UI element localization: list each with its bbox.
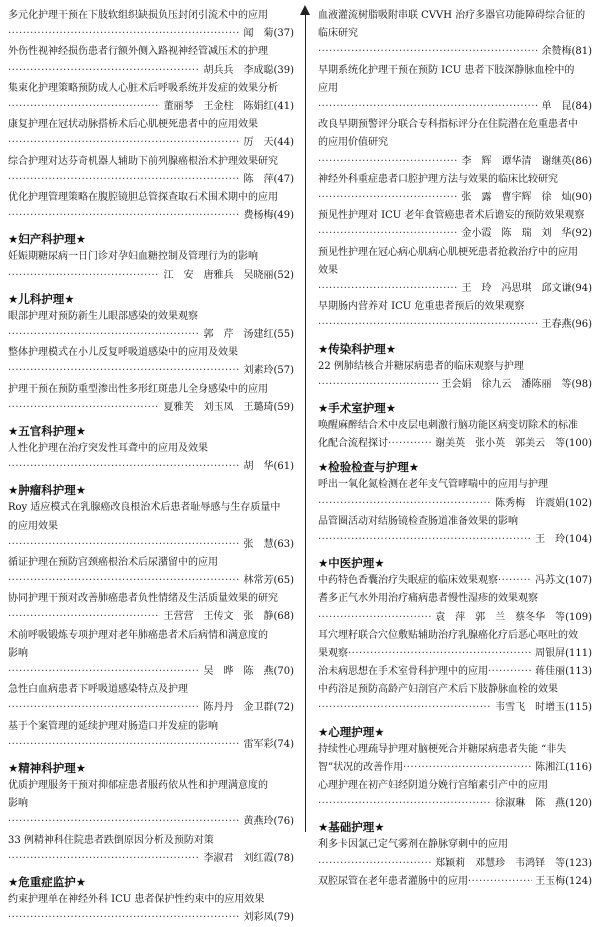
toc-entry-title: 应用 (318, 82, 338, 94)
toc-entry-meta-row (318, 645, 592, 663)
toc-entry-title: 外伤性视神经损伤患者行额外侧入路视神经管减压术的护理 (8, 46, 268, 58)
toc-entry-page-number: (124) (565, 875, 592, 887)
toc-entry-page-number: (92) (571, 228, 592, 240)
toc-entry-authors: 王 玲 冯思琪 邱文谦 (461, 282, 572, 294)
dot-leader (8, 326, 200, 344)
toc-entry-title: 循证护理在预防宫颈癌根治术后尿潴留中的应用 (8, 556, 218, 568)
toc-entry-title: 的应用价值研究 (318, 137, 388, 149)
toc-entry-authors: 胡兵兵 李成聪 (203, 64, 274, 76)
toc-entry[interactable] (8, 381, 294, 417)
toc-entry-title: 利多卡因氯己定气雾剂在静脉穿刺中的应用 (318, 839, 508, 851)
section-heading: ★五官科护理★ (8, 423, 87, 438)
toc-entry-page-number: (65) (273, 575, 294, 587)
dot-leader (8, 207, 240, 225)
toc-entry-meta-row (8, 608, 294, 626)
toc-entry-title: 智”状况的改善作用 (318, 761, 404, 773)
toc-entry-authors: 王会娟 徐九云 潘陈丽 等 (441, 378, 572, 390)
toc-entry[interactable] (318, 741, 592, 777)
toc-entry-meta-row (8, 736, 294, 754)
dot-leader (318, 609, 432, 627)
toc-entry-meta-row (318, 699, 592, 717)
toc-entry-meta-row (318, 759, 592, 777)
toc-entry[interactable] (8, 832, 294, 868)
toc-entry-meta-row (318, 795, 592, 813)
toc-entry-title: 临床研究 (318, 28, 358, 40)
toc-entry-meta-row (318, 663, 592, 681)
toc-entry-meta-row (318, 873, 592, 891)
toc-entry-page-number: (63) (273, 538, 294, 550)
toc-entry[interactable] (8, 440, 294, 476)
dot-leader (318, 855, 432, 873)
toc-entry[interactable] (8, 43, 294, 79)
dot-leader (318, 376, 438, 394)
toc-entry[interactable] (8, 590, 294, 626)
toc-entry-title: 早期系统化护理干预在预防 ICU 患者下肢深静脉血栓中的 (318, 64, 575, 76)
toc-entry[interactable] (318, 171, 592, 207)
toc-entry-title: 预见性护理对 ICU 老年食管癌患者术后谵妄的预防效果观察 (318, 210, 585, 222)
dot-leader (403, 759, 532, 777)
toc-entry-meta-row (318, 316, 592, 334)
toc-entry-page-number: (72) (273, 702, 294, 714)
toc-entry-meta-row (318, 495, 592, 513)
toc-entry-authors: 郭 芹 汤建红 (203, 328, 274, 340)
toc-entry[interactable] (8, 499, 294, 554)
toc-entry[interactable] (318, 7, 592, 62)
toc-entry-meta-row (8, 207, 294, 225)
toc-entry-meta-row (8, 25, 294, 43)
toc-entry-title: 化配合流程探讨 (318, 438, 388, 450)
toc-entry[interactable] (318, 417, 592, 453)
toc-entry-title: 妊娠期糖尿病一日门诊对孕妇血糖控制及管理行为的影响 (8, 251, 258, 263)
dot-leader (8, 98, 160, 116)
toc-entry-title: 22 例肺结核合并糖尿病患者的临床观察与护理 (318, 360, 524, 372)
toc-entry-page-number: (109) (565, 611, 592, 623)
toc-entry-meta-row (8, 536, 294, 554)
section-heading: ★妇产科护理★ (8, 232, 87, 247)
toc-entry-authors: 夏雅芙 刘玉凤 王璐琦 (163, 401, 274, 413)
toc-entry-meta-row (8, 572, 294, 590)
toc-entry-page-number: (90) (571, 191, 592, 203)
toc-entry-page-number: (49) (273, 210, 294, 222)
toc-entry[interactable] (318, 116, 592, 171)
toc-entry-authors: 韦雪飞 时增玉 (495, 702, 566, 714)
toc-entry-authors: 雷军彩 (243, 738, 274, 750)
toc-entry-title: 效果 (318, 264, 338, 276)
toc-entry-authors: 江 安 唐雅兵 吴晓丽 (163, 269, 274, 281)
toc-entry[interactable] (318, 298, 592, 334)
toc-entry[interactable] (318, 663, 592, 681)
toc-entry-title: 耆多正气水外用治疗痛病患者慢性湿疹的效果观察 (318, 593, 538, 605)
section-heading: ★心理护理★ (318, 724, 385, 739)
toc-entry-meta-row (318, 225, 592, 243)
toc-entry-title: 品管圈活动对结肠镜检查肠道准备效果的影响 (318, 515, 518, 527)
toc-entry-authors: 王营营 王传文 张 静 (163, 611, 274, 623)
toc-entry-authors: 陈丹丹 金卫群 (203, 702, 274, 714)
toc-entry-title: 血液灌流树脂吸附串联 CVVH 治疗多器官功能障碍综合征的 (318, 10, 586, 21)
toc-entry-title: 持续性心理疏导护理对脑梗死合并糖尿病患者失能 “非失 (318, 743, 567, 755)
dot-leader (8, 572, 240, 590)
toc-entry-meta-row (8, 98, 294, 116)
dot-leader (8, 663, 200, 681)
toc-entry-page-number: (57) (273, 365, 294, 377)
toc-entry-meta-row (318, 435, 592, 453)
dot-leader (318, 795, 492, 813)
toc-entry[interactable] (318, 62, 592, 117)
dot-leader (318, 98, 538, 116)
toc-entry-page-number: (123) (565, 857, 592, 869)
toc-entry-title: 康复护理在冠状动脉搭桥术后心肌梗死患者中的应用效果 (8, 119, 258, 131)
section-heading: ★手术室护理★ (318, 400, 397, 415)
toc-entry-page-number: (74) (273, 738, 294, 750)
dot-leader (318, 43, 538, 61)
dot-leader (388, 435, 432, 453)
dot-leader (8, 267, 160, 285)
toc-entry[interactable] (8, 554, 294, 590)
toc-entry-title: 多元化护理干预在下肢软组织缺损负压封闭引流术中的应用 (8, 10, 268, 21)
toc-entry-meta-row (8, 813, 294, 831)
toc-entry-page-number: (55) (273, 328, 294, 340)
toc-entry-page-number: (68) (273, 611, 294, 623)
toc-entry-meta-row (318, 572, 592, 590)
dot-leader (8, 909, 240, 927)
dot-leader (318, 189, 458, 207)
toc-entry-authors: 陈秀梅 许震娟 (495, 497, 566, 509)
toc-entry[interactable] (8, 627, 294, 682)
toc-entry-authors: 王玉梅 (535, 875, 566, 887)
toc-entry-page-number: (44) (273, 137, 294, 149)
toc-entry-page-number: (81) (571, 46, 592, 58)
toc-entry[interactable] (318, 836, 592, 872)
toc-entry[interactable] (318, 358, 592, 394)
toc-entry-authors: 金小霞 陈 瑞 刘 华 (461, 228, 572, 240)
toc-entry-authors: 周银屏 (535, 647, 566, 659)
toc-entry-page-number: (98) (571, 378, 592, 390)
toc-entry[interactable] (8, 153, 294, 189)
toc-entry-authors: 王春燕 (541, 319, 572, 331)
toc-entry-page-number: (79) (273, 912, 294, 924)
toc-entry-title: 耳穴埋籽联合穴位敷贴辅助治疗乳腺癌化疗后恶心呕吐的效 (318, 629, 578, 641)
toc-entry[interactable] (318, 777, 592, 813)
toc-entry-meta-row (8, 909, 294, 927)
dot-leader (488, 663, 532, 681)
toc-entry-page-number: (76) (273, 816, 294, 828)
toc-entry-page-number: (116) (565, 761, 592, 773)
toc-entry[interactable] (318, 476, 592, 512)
toc-entry-title: 基于个案管理的延续护理对肠造口并发症的影响 (8, 720, 218, 732)
toc-entry-meta-row (318, 855, 592, 873)
toc-entry-authors: 蒋佳丽 (535, 666, 566, 678)
toc-entry-page-number: (78) (273, 852, 294, 864)
toc-entry-meta-row (8, 663, 294, 681)
toc-entry-authors: 陈 萍 (243, 173, 274, 185)
toc-entry-authors: 董丽琴 王金柱 陈娟红 (163, 100, 274, 112)
toc-entry-meta-row (8, 362, 294, 380)
dot-leader (8, 813, 240, 831)
toc-entry-page-number: (70) (273, 666, 294, 678)
toc-entry-title: 中药特色香囊治疗失眠症的临床效果观察 (318, 575, 498, 587)
dot-leader (8, 736, 240, 754)
toc-entry[interactable] (8, 891, 294, 927)
toc-entry-authors: 张 露 曹宇辉 徐 灿 (461, 191, 572, 203)
toc-entry-authors: 王 玲 (535, 533, 566, 545)
toc-entry[interactable] (318, 590, 592, 626)
column-divider (305, 14, 306, 832)
dot-leader (8, 134, 240, 152)
toc-entry[interactable] (8, 777, 294, 832)
toc-entry-page-number: (120) (565, 798, 592, 810)
toc-entry-authors: 李 辉 谭华清 谢继英 (461, 155, 572, 167)
toc-entry-title: 预见性护理在冠心病心肌病心肌梗死患者抢救治疗中的应用 (318, 246, 578, 258)
toc-entry-meta-row (318, 280, 592, 298)
toc-entry-page-number: (102) (565, 497, 592, 509)
toc-entry-page-number: (47) (273, 173, 294, 185)
dot-leader (8, 458, 240, 476)
dot-leader (8, 608, 160, 626)
toc-entry-authors: 吴 晔 陈 燕 (203, 666, 274, 678)
toc-entry-authors: 袁 萍 郭 兰 蔡冬华 等 (435, 611, 566, 623)
toc-entry-title: 集束化护理策略预防成人心脏术后呼吸系统并发症的效果分析 (8, 82, 278, 94)
toc-entry[interactable] (318, 572, 592, 590)
toc-entry-page-number: (115) (565, 702, 592, 714)
toc-entry-title: 约束护理单在神经外科 ICU 患者保护性约束中的应用效果 (8, 894, 265, 906)
toc-entry-title: 心理护理在初产妇经阴道分娩行宫缩素引产中的应用 (318, 780, 548, 792)
section-heading: ★检验检查与护理★ (318, 460, 420, 475)
toc-entry-title: 改良早期预警评分联合专科指标评分在住院潜在危重患者中 (318, 119, 578, 131)
dot-leader (318, 495, 492, 513)
toc-entry-authors: 闻 菊 (243, 28, 274, 40)
toc-entry-meta-row (318, 153, 592, 171)
toc-entry-title: 影响 (8, 798, 28, 810)
toc-entry[interactable] (8, 344, 294, 380)
section-heading: ★中医护理★ (318, 556, 385, 571)
section-heading: ★精神科护理★ (8, 761, 87, 776)
toc-entry-authors: 费杨梅 (243, 210, 274, 222)
toc-entry-title: 眼部护理对预防新生儿眼部感染的效果观察 (8, 310, 198, 322)
toc-entry-page-number: (41) (273, 100, 294, 112)
toc-entry-meta-row (8, 850, 294, 868)
toc-entry-meta-row (318, 376, 592, 394)
toc-entry-meta-row (8, 62, 294, 80)
toc-entry-title: 呼出一氧化氮检测在老年支气管哮喘中的应用与护理 (318, 479, 548, 491)
toc-entry-title: 人性化护理在治疗突发性耳聋中的应用及效果 (8, 442, 208, 454)
toc-entry[interactable] (318, 244, 592, 299)
toc-entry-title: 早期肠内营养对 ICU 危重患者预后的效果观察 (318, 301, 525, 313)
toc-entry-authors: 徐淑琳 陈 燕 (495, 798, 566, 810)
toc-entry-page-number: (37) (273, 28, 294, 40)
dot-leader (318, 316, 538, 334)
toc-entry-title: Roy 适应模式在乳腺癌改良根治术后患者耻辱感与生存质量中 (8, 502, 281, 514)
toc-entry[interactable] (8, 7, 294, 43)
toc-entry[interactable] (318, 681, 592, 717)
toc-entry-authors: 林常芳 (243, 575, 274, 587)
toc-entry-authors: 陈湘江 (535, 761, 566, 773)
toc-entry-authors: 黄燕玲 (243, 816, 274, 828)
toc-entry-page-number: (96) (571, 319, 592, 331)
toc-entry[interactable] (8, 116, 294, 152)
toc-entry-title: 双腔尿管在老年患者灌肠中的应用 (318, 875, 468, 887)
toc-entry-title: 协同护理干预对改善肺癌患者负性情绪及生活质量效果的研究 (8, 593, 278, 605)
toc-entry-page-number: (59) (273, 401, 294, 413)
toc-entry-authors: 谢美英 张小英 郭美云 等 (435, 438, 566, 450)
toc-entry-authors: 刘彩凤 (243, 912, 274, 924)
dot-leader (318, 153, 458, 171)
dot-leader (8, 362, 240, 380)
dot-leader (318, 531, 532, 549)
toc-entry-authors: 冯苏文 (535, 575, 566, 587)
toc-entry-meta-row (8, 134, 294, 152)
toc-right-column (318, 7, 592, 891)
toc-entry[interactable] (8, 189, 294, 225)
dot-leader (8, 171, 240, 189)
toc-entry-meta-row (8, 267, 294, 285)
toc-entry-page-number: (84) (571, 101, 592, 112)
toc-entry-meta-row (8, 171, 294, 189)
dot-leader (318, 699, 492, 717)
toc-entry[interactable] (318, 207, 592, 243)
toc-entry-title: 术前呼吸锻炼专项护理对老年肺癌患者术后病情和满意度的 (8, 629, 268, 641)
dot-leader (8, 536, 240, 554)
toc-entry[interactable] (8, 308, 294, 344)
toc-entry-authors: 厉 天 (243, 137, 274, 149)
toc-entry-authors: 胡 华 (243, 461, 274, 473)
toc-left-column (8, 7, 294, 927)
toc-entry-title: 果观察 (318, 647, 348, 659)
section-heading: ★危重症监护★ (8, 875, 87, 890)
toc-entry-meta-row (318, 531, 592, 549)
toc-entry[interactable] (318, 873, 592, 891)
toc-entry-title: 优质护理服务干预对抑郁症患者服药依从性和护理满意度的 (8, 780, 268, 792)
dot-leader (348, 645, 532, 663)
toc-entry-page-number: (86) (571, 155, 592, 167)
toc-entry[interactable] (8, 681, 294, 717)
dot-leader (8, 850, 200, 868)
toc-entry-page-number: (39) (273, 64, 294, 76)
toc-entry[interactable] (318, 513, 592, 549)
toc-entry-page-number: (104) (565, 533, 592, 545)
toc-entry[interactable] (318, 627, 592, 663)
dot-leader (498, 572, 532, 590)
toc-entry-title: 的应用效果 (8, 520, 58, 532)
toc-entry-authors: 余赞梅 (541, 46, 572, 58)
toc-entry-title: 中药浴足预防高龄产妇剖宫产术后下肢静脉血栓的效果 (318, 684, 558, 696)
toc-entry-page-number: (111) (565, 647, 592, 659)
toc-entry-page-number: (94) (571, 282, 592, 294)
toc-entry-meta-row (318, 98, 592, 116)
toc-entry-title: 33 例精神科住院患者跌倒原因分析及预防对策 (8, 834, 214, 846)
toc-entry-title: 急性白血病患者下呼吸道感染特点及护理 (8, 684, 188, 696)
dot-leader (318, 280, 458, 298)
toc-entry[interactable] (8, 248, 294, 284)
toc-entry-title: 优化护理管理策略在腹腔镜胆总管探查取石术围术期中的应用 (8, 191, 278, 203)
toc-entry-meta-row (8, 326, 294, 344)
toc-entry-title: 唤醒麻醉结合术中皮层电刺激行脑功能区病变切除术的标准 (318, 419, 578, 431)
toc-entry[interactable] (8, 80, 294, 116)
toc-entry-authors: 刘素玲 (243, 365, 274, 377)
toc-entry-meta-row (8, 699, 294, 717)
dot-leader (318, 225, 458, 243)
section-heading: ★肿瘤科护理★ (8, 483, 87, 498)
toc-entry-title: 综合护理对达芬奇机器人辅助下前列腺癌根治术护理效果研究 (8, 155, 278, 167)
toc-entry-authors: 李淑君 刘红霞 (203, 852, 274, 864)
toc-entry-authors: 郑颖莉 邓慧珍 韦鸿铎 等 (435, 857, 566, 869)
toc-entry-title: 治未病思想在手术室骨科护理中的应用 (318, 666, 488, 678)
toc-entry-meta-row (8, 458, 294, 476)
toc-entry-title: 影响 (8, 647, 28, 659)
dot-leader (8, 62, 200, 80)
toc-entry-meta-row (318, 609, 592, 627)
toc-entry-meta-row (318, 189, 592, 207)
toc-entry[interactable] (8, 718, 294, 754)
toc-entry-title: 神经外科重症患者口腔护理方法与效果的临床比较研究 (318, 173, 558, 185)
dot-leader (468, 873, 532, 891)
dot-leader (8, 25, 240, 43)
section-heading: ★传染科护理★ (318, 341, 397, 356)
section-heading: ★儿科护理★ (8, 291, 75, 306)
dot-leader (8, 399, 160, 417)
toc-entry-authors: 单 昆 (541, 101, 572, 112)
toc-entry-meta-row (8, 399, 294, 417)
toc-entry-page-number: (107) (565, 575, 592, 587)
toc-entry-page-number: (113) (565, 666, 592, 678)
section-heading: ★基础护理★ (318, 820, 385, 835)
toc-entry-page-number: (52) (273, 269, 294, 281)
dot-leader (8, 699, 200, 717)
toc-entry-page-number: (61) (273, 461, 294, 473)
toc-entry-title: 整体护理模式在小儿反复呼吸道感染中的应用及效果 (8, 347, 238, 359)
toc-entry-meta-row (318, 43, 592, 61)
toc-entry-title: 护理干预在预防重型渗出性多形红斑患儿全身感染中的应用 (8, 383, 268, 395)
toc-entry-authors: 张 慧 (243, 538, 274, 550)
toc-entry-page-number: (100) (565, 438, 592, 450)
